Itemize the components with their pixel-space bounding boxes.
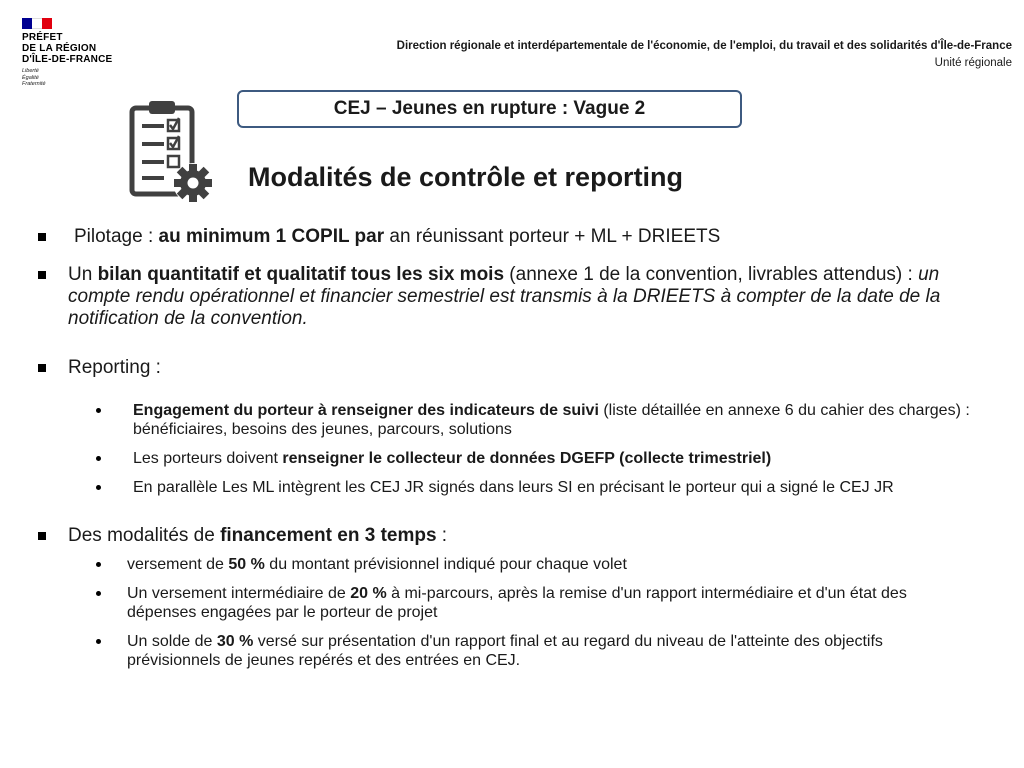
list-item: Les porteurs doivent renseigner le collecteur de données DGEFP (collecte trimestriel) xyxy=(96,449,978,468)
list-item: Engagement du porteur à renseigner des indicateurs de suivi (liste détaillée en annexe 6 du cahier des charges) : bénéficiaires, besoins des jeunes, parcours, solutions xyxy=(96,401,978,439)
prefet-logo xyxy=(22,18,132,88)
dot-bullet-icon xyxy=(96,408,101,413)
square-bullet-icon xyxy=(38,233,46,241)
list-item: versement de 50 % du montant prévisionnel indiqué pour chaque volet xyxy=(96,555,978,574)
french-flag-icon xyxy=(22,18,52,29)
financement-sub-list xyxy=(38,555,978,670)
list-item: Un solde de 30 % versé sur présentation d'un rapport final et au regard du niveau de l'atteinte des objectifs prévisionnels de jeunes repérés et des entrées en CEJ. xyxy=(96,632,978,670)
page-heading: Modalités de contrôle et reporting xyxy=(248,162,684,192)
dot-bullet-icon xyxy=(96,639,101,644)
slide-title-box xyxy=(237,90,742,128)
square-bullet-icon xyxy=(38,271,46,279)
organization-header xyxy=(397,38,1012,72)
republic-motto: Liberté Égalité Fraternité xyxy=(22,68,46,87)
square-bullet-icon xyxy=(38,532,46,540)
clipboard-checklist-gear-icon xyxy=(124,98,218,208)
list-item: Un versement intermédiaire de 20 % à mi-parcours, après la remise d'un rapport intermédiaire et d'un état des dépenses engagées par le porteur de projet xyxy=(96,584,978,622)
logo-line-2: DE LA RÉGION xyxy=(22,43,97,54)
unit-name: Unité régionale xyxy=(934,57,1012,69)
logo-line-1: PRÉFET xyxy=(22,32,63,43)
dot-bullet-icon xyxy=(96,562,101,567)
square-bullet-icon xyxy=(38,364,46,372)
dot-bullet-icon xyxy=(96,456,101,461)
bullet-bilan: Un bilan quantitatif et qualitatif tous les six mois (annexe 1 de la convention, livrables attendus) : un compte rendu opérationnel et financier semestriel est transmis à la DRIEETS à compter de la date de la notification de la convention. xyxy=(38,264,978,330)
organization-name: Direction régionale et interdépartementale de l'économie, de l'emploi, du travail et des solidarités d'Île-de-France xyxy=(396,40,1012,52)
slide-content xyxy=(38,226,978,670)
slide-title: CEJ – Jeunes en rupture : Vague 2 xyxy=(333,98,646,119)
list-item: En parallèle Les ML intègrent les CEJ JR signés dans leurs SI en précisant le porteur qui a signé le CEJ JR xyxy=(96,478,978,497)
dot-bullet-icon xyxy=(96,591,101,596)
reporting-sub-list xyxy=(38,401,978,497)
bullet-reporting: Reporting : xyxy=(38,357,978,379)
logo-line-3: D'ÎLE-DE-FRANCE xyxy=(22,54,113,65)
dot-bullet-icon xyxy=(96,485,101,490)
bullet-financement: Des modalités de financement en 3 temps : xyxy=(38,525,978,547)
bullet-pilotage: Pilotage : au minimum 1 COPIL par an réunissant porteur + ML + DRIEETS xyxy=(38,226,978,248)
